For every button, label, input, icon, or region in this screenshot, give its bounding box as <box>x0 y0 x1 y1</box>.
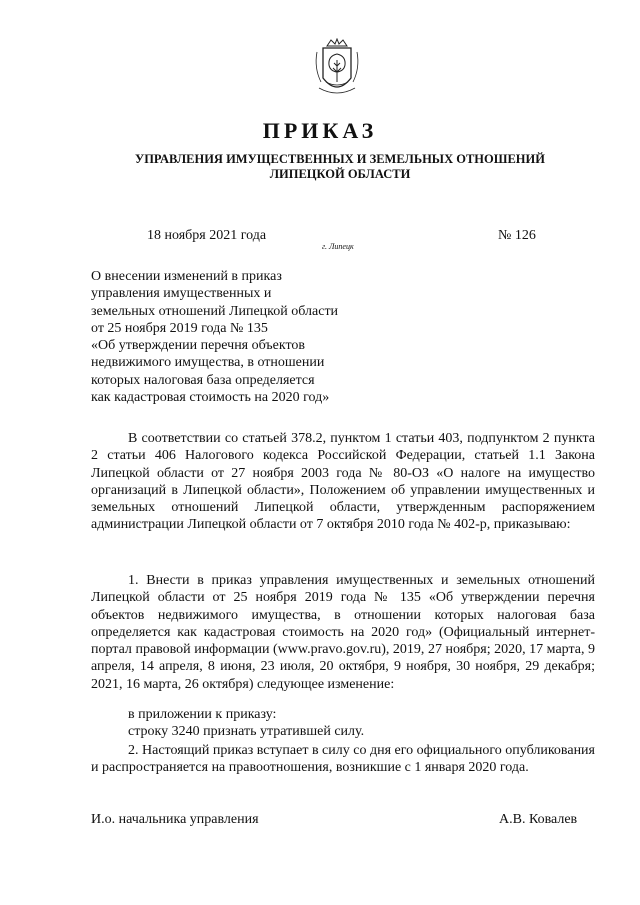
item-1-paragraph: 1. Внести в приказ управления имущественных и земельных отношений Липецкой области от 25 ноября 2019 года № 135 «Об утверждении перечня объектов недвижимого имущества, в отношении которых налоговая база определяется как кадастровая стоимость на 2020 год» (Официальный интернет-портал правовой информации (www.pravo.gov.ru), 2019, 27 ноября; 2020, 17 марта, 9 апреля, 14 апреля, 8 июня, 23 июля, 20 октября, 9 ноября, 30 ноября, 29 декабря; 2021, 16 марта, 26 октября) следующее изменение: <box>91 573 595 692</box>
item-2-paragraph: 2. Настоящий приказ вступает в силу со дня его официального опубликования и распространяется на правоотношения, возникшие с 1 января 2020 года. <box>91 743 595 776</box>
department-line: УПРАВЛЕНИЯ ИМУЩЕСТВЕННЫХ И ЗЕМЕЛЬНЫХ ОТНОШЕНИЙ <box>135 152 545 166</box>
subject-line: О внесении изменений в приказ <box>91 269 282 284</box>
order-number: № 126 <box>498 228 536 243</box>
order-city: г. Липецк <box>322 242 354 251</box>
subject-line: которых налоговая база определяется <box>91 372 315 388</box>
subject-line: земельных отношений Липецкой области <box>91 303 339 319</box>
preamble-paragraph: В соответствии со статьей 378.2, пунктом 1 статьи 403, подпунктом 2 пункта 2 статьи 406 Налогового кодекса Российской Федерации, статьей 1.1 Закона Липецкой области от 27 ноября 2003 года № 80-ОЗ «О налоге на имущество организаций в Липецкой области», Положением об управлении имущественных и земельных отношений Липецкой области, утвержденным распоряжением администрации Липецкой области от 7 октября 2010 года № 402-р, приказываю: <box>91 431 595 533</box>
item-1-subline: в приложении к приказу: <box>128 707 277 722</box>
item-1-subline: строку 3240 признать утратившей силу. <box>128 724 365 739</box>
subject-line: как кадастровая стоимость на 2020 год» <box>91 390 330 406</box>
department-line: ЛИПЕЦКОЙ ОБЛАСТИ <box>269 167 411 181</box>
signatory-name: А.В. Ковалев <box>499 812 578 827</box>
department-name <box>60 152 620 182</box>
subject-line: управления имущественных и <box>91 286 272 302</box>
lipetsk-coat-of-arms-icon <box>313 38 361 100</box>
order-subject <box>91 268 381 406</box>
subject-line: «Об утверждении перечня объектов <box>91 338 306 354</box>
order-date: 18 ноября 2021 года <box>147 228 267 243</box>
signatory-position: И.о. начальника управления <box>91 812 259 827</box>
subject-line: от 25 ноября 2019 года № 135 <box>91 320 268 336</box>
subject-line: недвижимого имущества, в отношении <box>91 355 325 371</box>
document-title: ПРИКАЗ <box>262 118 378 143</box>
